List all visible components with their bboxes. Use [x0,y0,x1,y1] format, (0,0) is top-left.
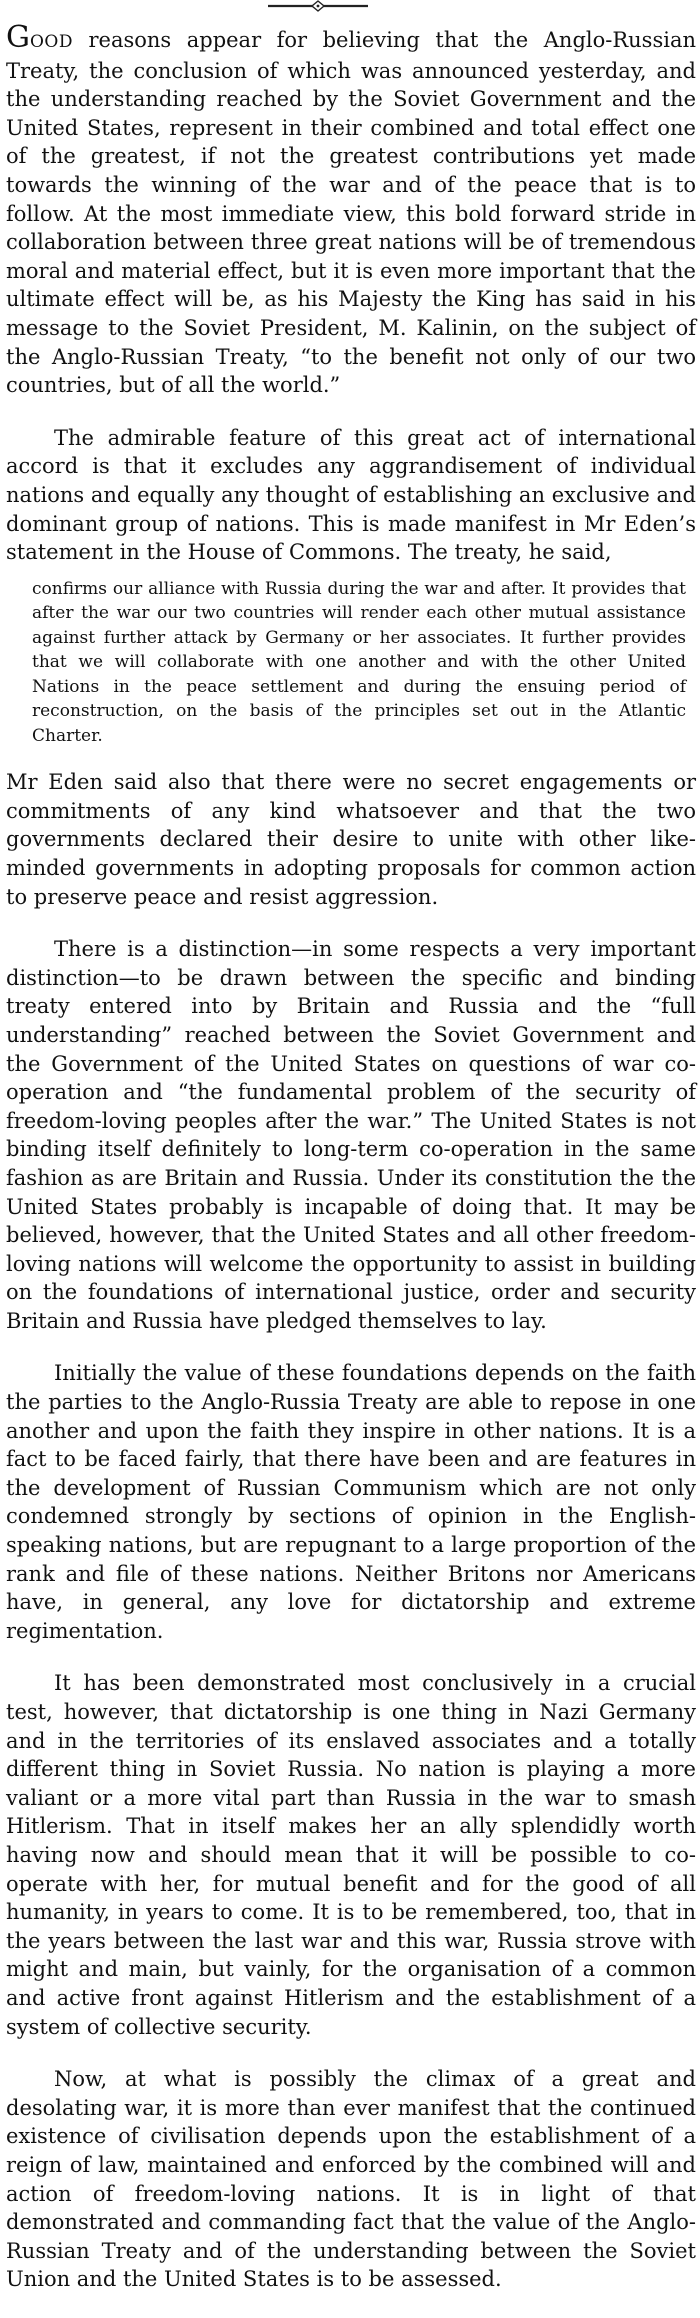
opening-smallcaps: OOD [29,32,73,52]
paragraph-4: There is a distinction—in some respects a very important distinction—to be drawn between the specific and binding treaty entered into by Britain and Russia and the “full understanding” reached between the Soviet Government and the Government of the United States on questions of war co-operation and “the fundamental problem of the security of freedom-loving peoples after the war.” The United States is not binding itself definitely to long-term co-operation in the same fashion as are Britain and Russia. Under its constitution the the United States probably is incapable of doing that. It may be believed, however, that the United States and all other freedom-loving nations will welcome the opportunity to assist in building on the foundations of international justice, order and security Britain and Russia have pledged themselves to lay. [6,937,696,1333]
drop-cap: G [6,20,30,55]
article-column [6,20,696,2318]
paragraph-6: It has been demonstrated most conclusively in a crucial test, however, that dictatorship is one thing in Nazi Germany and in the territories of its enslaved associates and a totally different thing in Soviet Russia. No nation is playing a more valiant or a more vital part than Russia in the war to smash Hitlerism. That in itself makes her an ally splendidly worth having now and should mean that it will be possible to co-operate with her, for mutual benefit and for the good of all humanity, in years to come. It is to be remembered, too, that in the years between the last war and this war, Russia strove with might and main, but vainly, for the organisation of a common and active front against Hitlerism and the establishment of a system of collective security. [6,1671,696,2039]
header-ornament [268,0,368,14]
paragraph-7: Now, at what is possibly the climax of a great and desolating war, it is more than ever manifest that the continued existence of civilisation depends upon the establishment of a reign of law, maintained and enforced by the combined will and action of freedom-loving nations. It is in light of that demonstrated and commanding fact that the value of the Anglo-Russian Treaty and of the understanding between the Soviet Union and the United States is to be assessed. [6,2067,696,2292]
paragraph-3: Mr Eden said also that there were no secret engagements or commitments of any kind whatsoever and that the two governments declared their desire to unite with other like-minded governments in adopting proposals for common action to preserve peace and resist aggression. [6,770,696,909]
paragraph-1-text: reasons appear for believing that the Anglo-Russian Treaty, the conclusion of which was announced yesterday, and the understanding reached by the Soviet Government and the United States, represent in their combined and total effect one of the greatest, if not the greatest contributions yet made towards the winning of the war and of the peace that is to follow. At the most immediate view, this bold forward stride in collaboration between three great nations will be of tremendous moral and material effect, but it is even more important that the ultimate effect will be, as his Majesty the King has said in his message to the Soviet President, M. Kalinin, on the subject of the Anglo-Russian Treaty, “to the benefit not only of our two countries, but of all the world.” [6,28,696,398]
paragraph-1 [6,20,696,400]
paragraph-5: Initially the value of these foundations depends on the faith the parties to the Anglo-Russia Treaty are able to repose in one another and upon the faith they inspire in other nations. It is a fact to be faced fairly, that there have been and are features in the development of Russian Communism which are not only condemned strongly by sections of opinion in the English-speaking nations, but are repugnant to a large proportion of the rank and file of these nations. Neither Britons nor Americans have, in general, any love for dictatorship and extreme regimentation. [6,1361,696,1643]
eden-quote: confirms our alliance with Russia during the war and after. It provides that after the war our two countries will render each other mutual assistance against further attack by Germany or her associates. It further provides that we will collaborate with one another and with the other United Nations in the peace settlement and during the ensuing period of reconstruction, on the basis of the principles set out in the Atlantic Charter. [32,578,686,746]
paragraph-2: The admirable feature of this great act of international accord is that it excludes any aggrandisement of individual nations and equally any thought of establishing an exclusive and dominant group of nations. This is made manifest in Mr Eden’s statement in the House of Commons. The treaty, he said, [6,425,696,565]
